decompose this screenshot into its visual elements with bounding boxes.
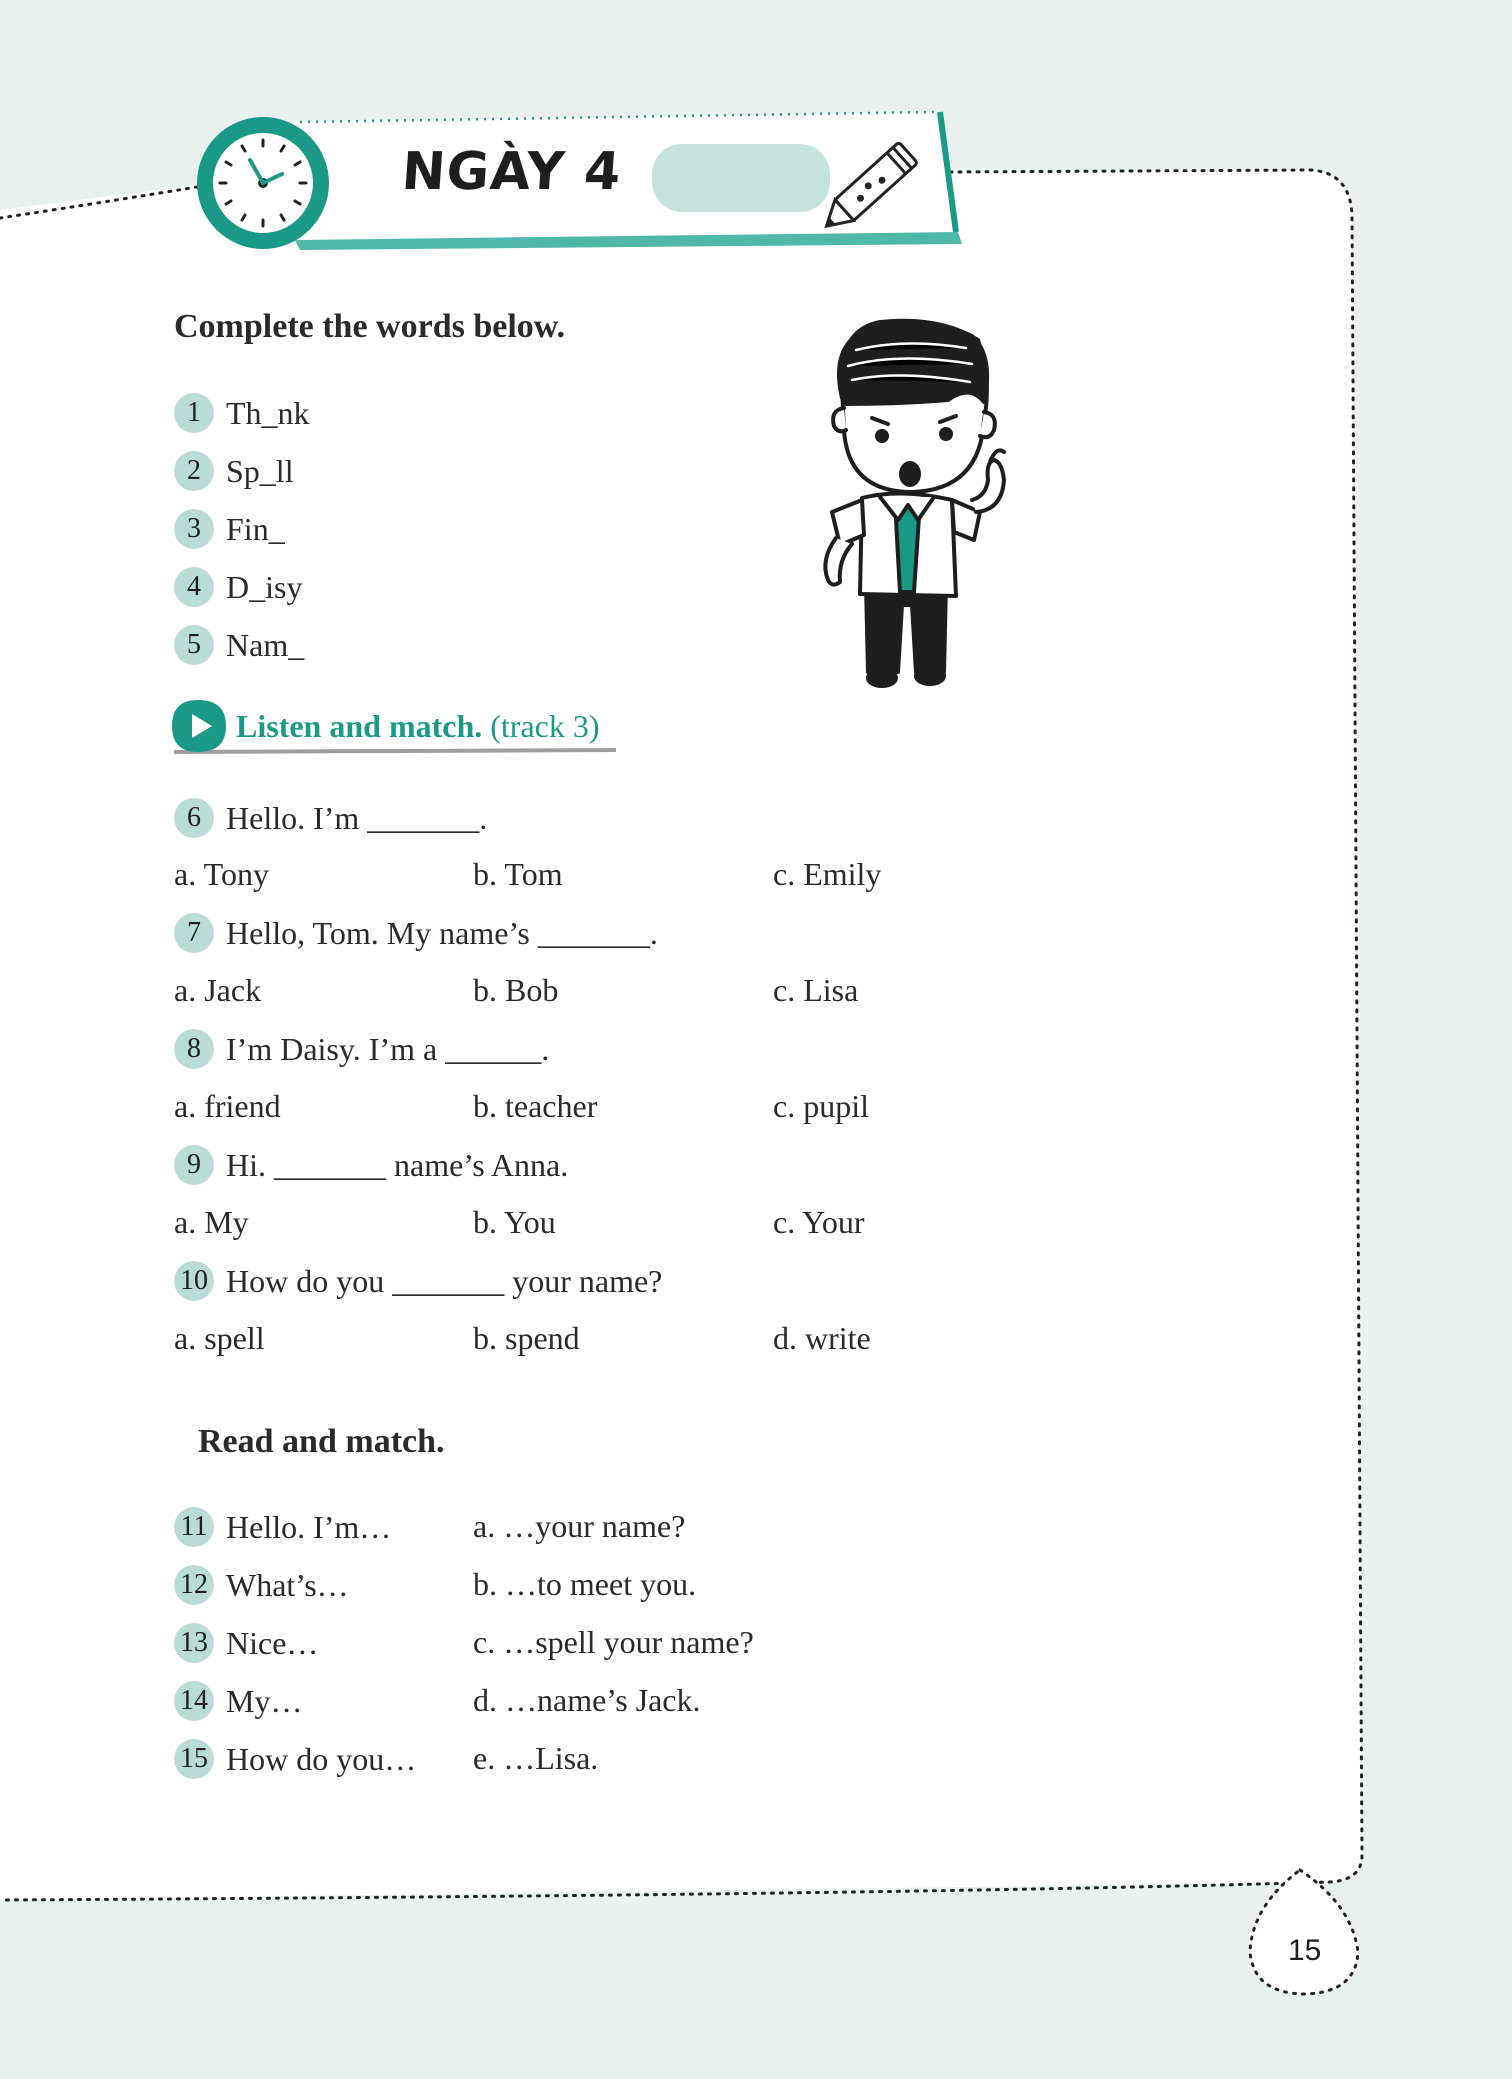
question-text: I’m Daisy. I’m a ______. [226, 1030, 550, 1067]
option: c. Your [773, 1204, 865, 1240]
day-banner [290, 112, 962, 250]
item-text: Fin_ [226, 510, 285, 547]
list-item [174, 449, 294, 493]
clock-icon [205, 125, 321, 241]
item-number: 4 [174, 567, 214, 607]
section3-heading: Read and match. [198, 1423, 445, 1460]
item-number: 1 [174, 393, 214, 433]
option: a. My [174, 1204, 249, 1240]
track-label: (track 3) [490, 708, 600, 744]
question-text: Hello, Tom. My name’s _______. [226, 914, 658, 951]
match-row [174, 1737, 416, 1781]
option: c. pupil [773, 1088, 869, 1124]
match-right: d. …name’s Jack. [473, 1682, 701, 1718]
question-row [174, 1259, 662, 1303]
question-text: Hello. I’m _______. [226, 799, 488, 836]
list-item [174, 623, 304, 667]
item-number: 14 [174, 1681, 214, 1721]
option: b. teacher [473, 1088, 598, 1124]
section2-title: Listen and match. [236, 708, 483, 744]
item-number: 2 [174, 451, 214, 491]
match-left: How do you… [226, 1740, 417, 1777]
item-text: Sp_ll [226, 452, 294, 489]
option: a. Tony [174, 856, 269, 892]
item-number: 15 [174, 1739, 214, 1779]
item-number: 11 [174, 1507, 214, 1547]
page-number: 15 [1288, 1934, 1322, 1967]
match-left: My… [226, 1682, 303, 1719]
play-icon [172, 700, 226, 752]
match-left: Hello. I’m… [226, 1508, 392, 1545]
item-number: 7 [174, 913, 214, 953]
match-left: Nice… [226, 1624, 319, 1661]
item-text: Nam_ [226, 626, 305, 663]
option: a. spell [174, 1320, 265, 1356]
section1-heading: Complete the words below. [174, 308, 565, 345]
match-row [174, 1505, 391, 1549]
option: b. spend [473, 1320, 580, 1356]
option: a. Jack [174, 972, 262, 1008]
list-item [174, 507, 285, 551]
item-number: 8 [174, 1029, 214, 1069]
option: b. Bob [473, 972, 559, 1008]
question-row [174, 1143, 568, 1187]
match-right: c. …spell your name? [473, 1624, 754, 1660]
item-text: D_isy [226, 568, 303, 605]
item-number: 6 [174, 798, 214, 838]
question-row [174, 1027, 549, 1071]
option: a. friend [174, 1088, 281, 1124]
list-item [174, 565, 302, 609]
item-number: 9 [174, 1145, 214, 1185]
match-row [174, 1679, 302, 1723]
match-left: What’s… [226, 1566, 349, 1603]
option: b. You [473, 1204, 556, 1240]
question-row [174, 911, 658, 955]
match-row [174, 1563, 349, 1607]
day-title: NGÀY 4 [399, 142, 624, 202]
match-right: e. …Lisa. [473, 1740, 599, 1776]
item-text: Th_nk [226, 394, 310, 431]
option: c. Emily [773, 856, 882, 892]
section2-heading [236, 708, 600, 745]
item-number: 12 [174, 1565, 214, 1605]
match-row [174, 1621, 318, 1665]
page-number-badge [1250, 1870, 1358, 1994]
option: c. Lisa [773, 972, 859, 1008]
question-text: How do you _______ your name? [226, 1262, 663, 1299]
match-right: a. …your name? [473, 1508, 686, 1544]
list-item [174, 391, 310, 435]
option: d. write [773, 1320, 871, 1356]
item-number: 10 [174, 1261, 214, 1301]
option: b. Tom [473, 856, 563, 892]
item-number: 5 [174, 625, 214, 665]
item-number: 3 [174, 509, 214, 549]
match-right: b. …to meet you. [473, 1566, 697, 1602]
question-text: Hi. _______ name’s Anna. [226, 1146, 569, 1183]
item-number: 13 [174, 1623, 214, 1663]
question-row [174, 796, 487, 840]
